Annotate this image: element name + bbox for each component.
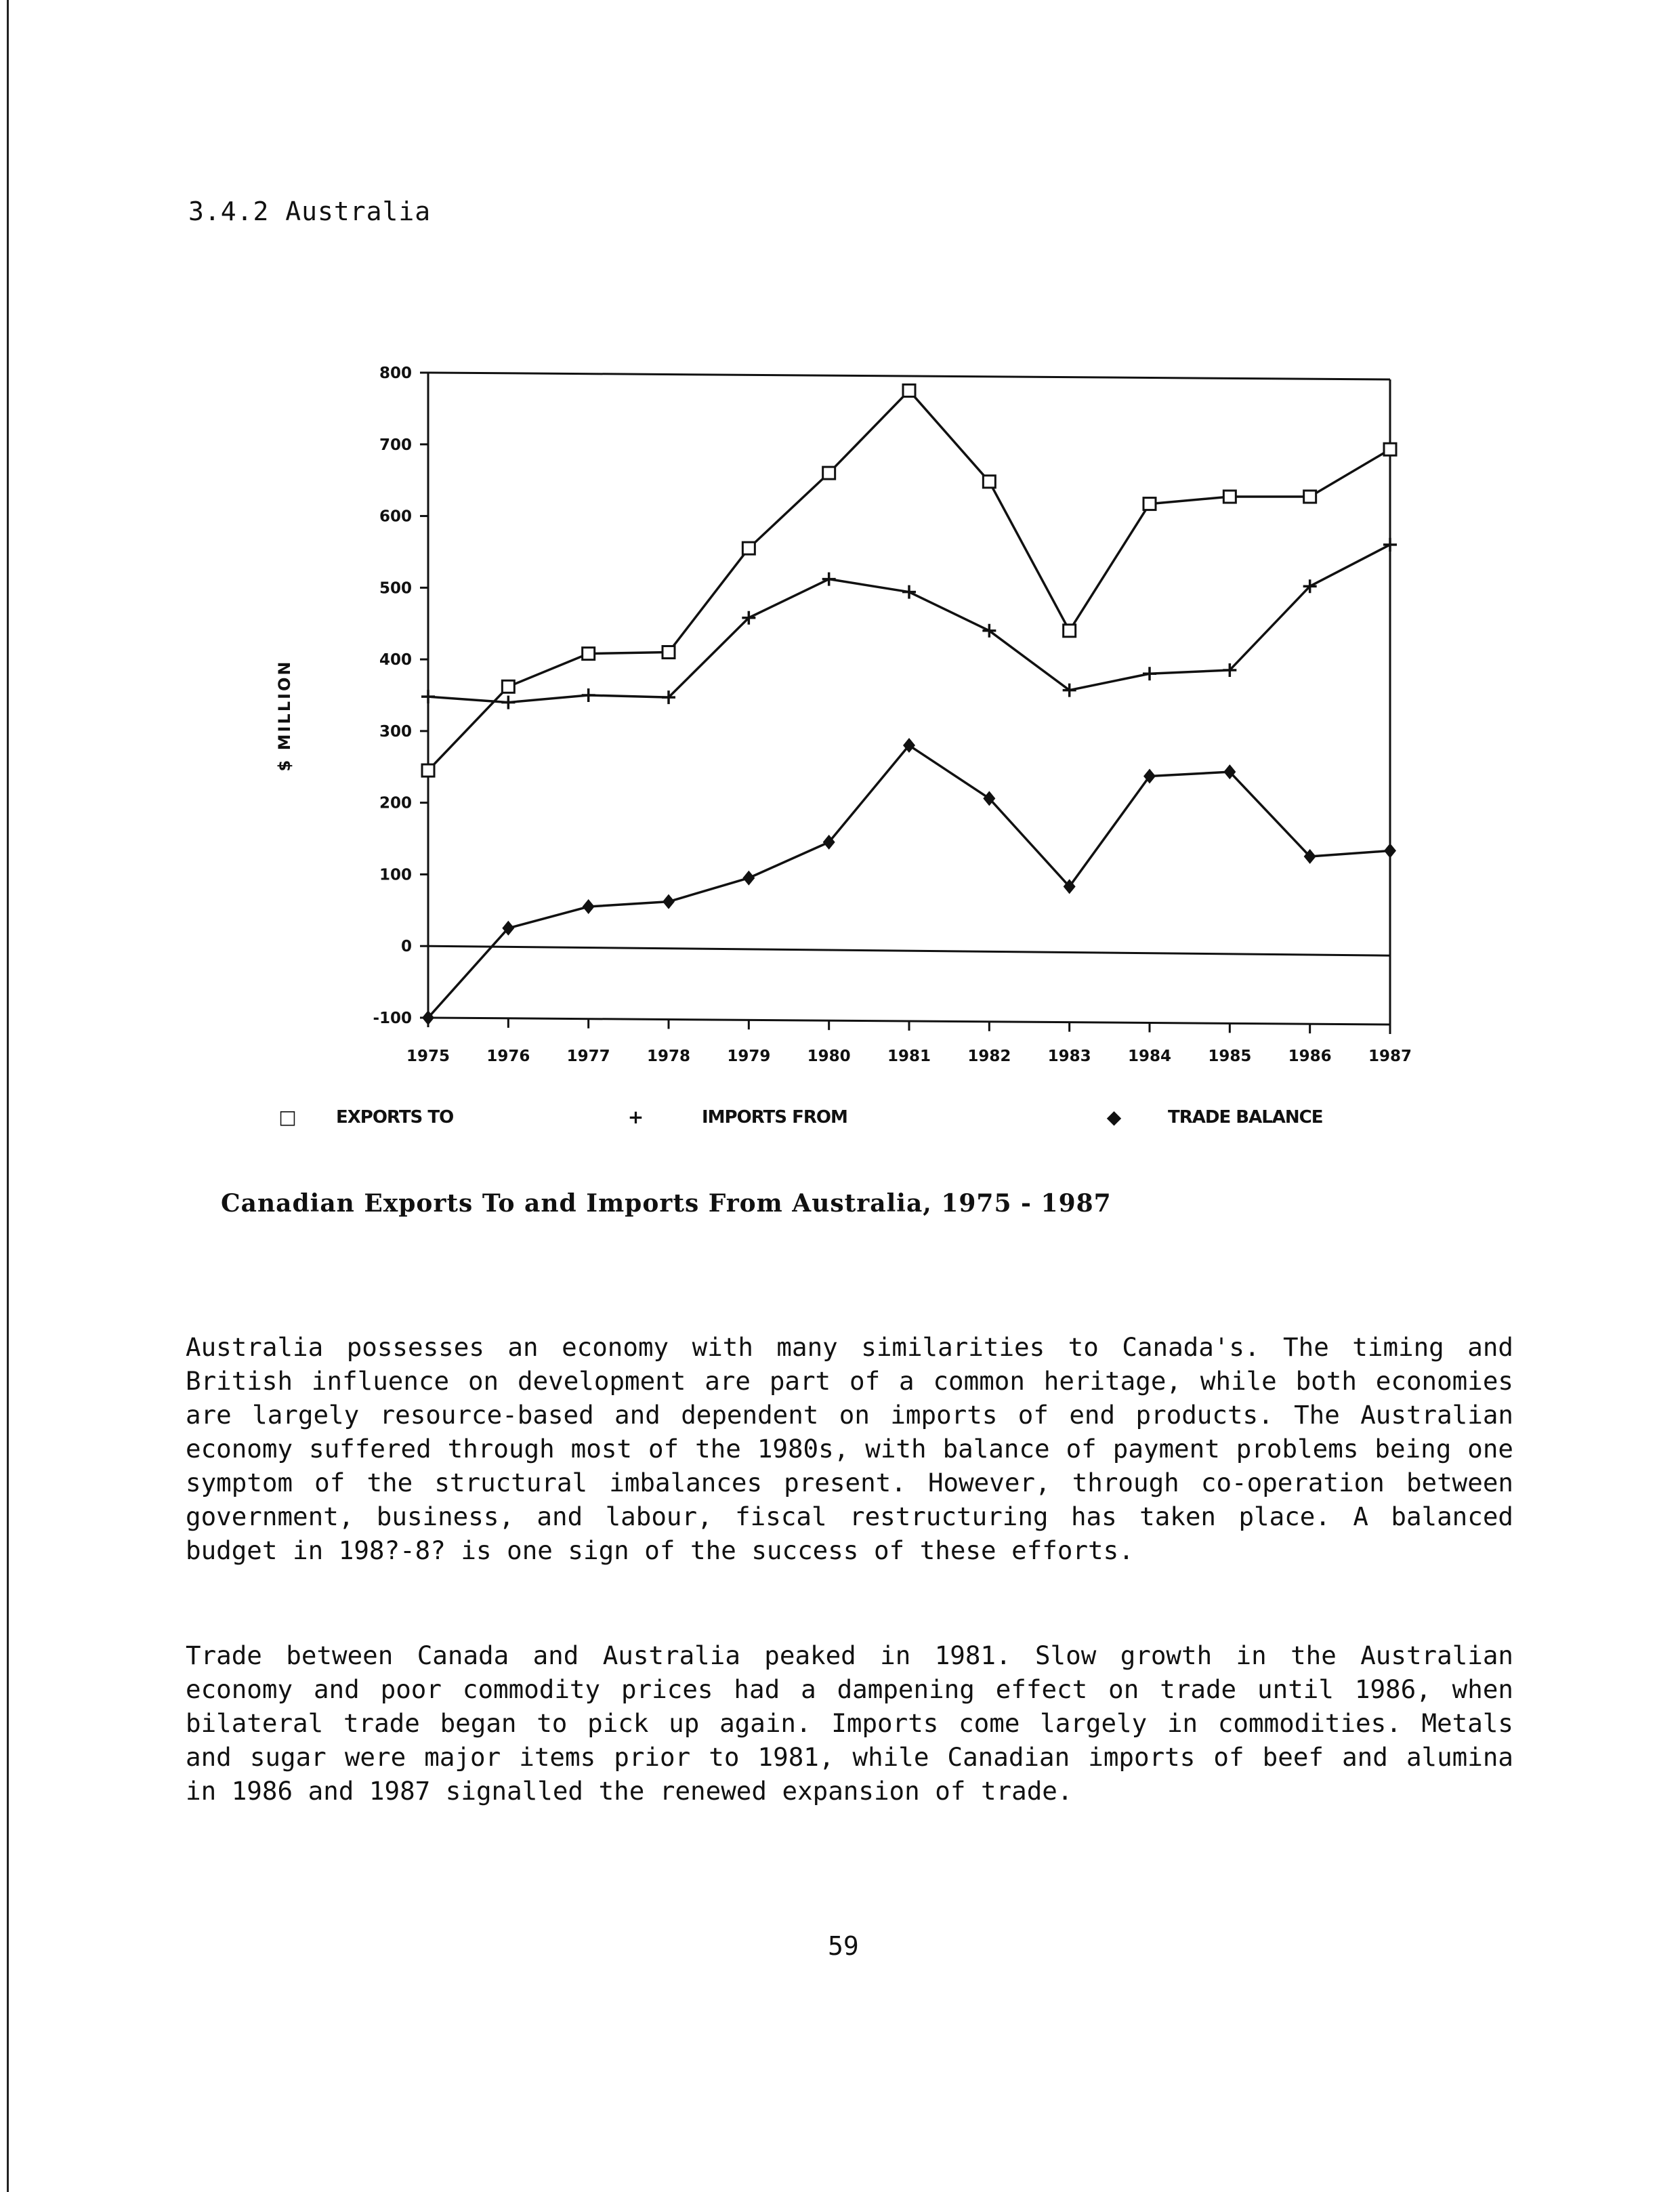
y-tick-label: 200 xyxy=(379,794,412,812)
data-point-square xyxy=(903,384,915,396)
plus-marker-icon: + xyxy=(627,1106,644,1128)
legend-item-balance xyxy=(1103,1106,1323,1128)
data-point-square xyxy=(1223,491,1236,503)
data-point-square xyxy=(422,764,434,777)
series-square xyxy=(422,384,1396,777)
legend-item-imports xyxy=(625,1106,847,1128)
y-tick-label: 100 xyxy=(379,866,412,884)
chart-legend xyxy=(0,1106,1680,1140)
x-tick-label: 1980 xyxy=(807,1048,851,1065)
data-point-square xyxy=(742,542,755,554)
chart-caption: Canadian Exports To and Imports From Australia, 1975 - 1987 xyxy=(221,1189,1112,1218)
data-point-plus xyxy=(582,688,595,702)
x-tick-label: 1985 xyxy=(1208,1048,1252,1065)
y-tick-label: -100 xyxy=(373,1010,412,1027)
plot-top-border xyxy=(428,373,1390,379)
square-marker-icon: □ xyxy=(278,1106,296,1128)
series-plus xyxy=(421,538,1397,709)
x-tick-label: 1981 xyxy=(887,1048,931,1065)
data-point-plus xyxy=(1143,667,1156,680)
data-point-square xyxy=(1304,491,1316,503)
series-diamond xyxy=(422,738,1396,1025)
x-tick-label: 1982 xyxy=(967,1048,1011,1065)
series-line-1 xyxy=(428,545,1390,703)
data-point-square xyxy=(1384,443,1396,455)
data-point-square xyxy=(1064,625,1076,637)
y-tick-label: 400 xyxy=(379,651,412,669)
data-point-square xyxy=(502,680,514,692)
data-point-diamond xyxy=(1384,844,1396,859)
data-point-diamond xyxy=(583,899,595,914)
legend-label-balance: TRADE BALANCE xyxy=(1168,1107,1323,1128)
page-number: 59 xyxy=(828,1931,859,1961)
body-paragraph-2: Trade between Canada and Australia peaked in 1981. Slow growth in the Australian economy and poor commodity prices had a dampening effect on trade until 1986, when bilateral trade began to pick up again. Imports come largely in commodities. Metals and sugar were major items prior to 1981, while Canadian imports of beef and alumina in 1986 and 1987 signalled the renewed expansion of trade. xyxy=(186,1640,1513,1806)
data-point-plus xyxy=(421,690,435,703)
data-point-square xyxy=(663,646,675,659)
x-tick-label: 1979 xyxy=(727,1048,771,1065)
y-tick-label: 700 xyxy=(379,436,412,454)
data-point-plus xyxy=(501,696,515,709)
x-tick-label: 1987 xyxy=(1368,1048,1412,1065)
data-point-plus xyxy=(902,585,916,599)
chart-axes xyxy=(420,373,1390,1034)
page-edge-line xyxy=(7,0,9,2192)
x-tick-label: 1976 xyxy=(486,1048,530,1065)
series-line-0 xyxy=(428,390,1390,770)
legend-label-imports: IMPORTS FROM xyxy=(702,1107,847,1128)
x-tick-label: 1977 xyxy=(566,1048,610,1065)
data-point-square xyxy=(983,476,995,488)
y-tick-label: 600 xyxy=(379,508,412,526)
data-point-square xyxy=(583,648,595,660)
data-point-plus xyxy=(1383,538,1397,552)
tick-labels xyxy=(373,365,1412,1065)
legend-item-exports xyxy=(276,1106,453,1128)
y-axis-label-group xyxy=(275,660,294,772)
data-point-diamond xyxy=(663,894,675,909)
series-line-2 xyxy=(428,745,1390,1018)
y-tick-label: 0 xyxy=(400,938,412,956)
x-tick-label: 1983 xyxy=(1047,1048,1091,1065)
data-point-plus xyxy=(822,573,836,586)
y-tick-label: 500 xyxy=(379,579,412,598)
x-tick-label: 1975 xyxy=(406,1048,450,1065)
data-point-square xyxy=(1143,498,1156,510)
body-paragraph-1: Australia possesses an economy with many similarities to Canada's. The timing and British influence on development are part of a common heritage, while both economies are largely resource-based and dependent on imports of end products. The Australian economy suffered through most of the 1980s, with balance of payment problems being one symptom of the structural imbalances present. However, through co-operation between government, business, and labour, fiscal restructuring has taken place. A balanced budget in 198?-8? is one sign of the success of these efforts. xyxy=(186,1332,1513,1565)
trade-line-chart xyxy=(257,332,1423,1077)
legend-label-exports: EXPORTS TO xyxy=(336,1107,454,1128)
x-tick-label: 1984 xyxy=(1127,1048,1172,1065)
y-tick-label: 800 xyxy=(379,365,412,382)
series-layer xyxy=(421,384,1397,1025)
x-tick-label: 1978 xyxy=(646,1048,691,1065)
y-axis-label: $ MILLION xyxy=(275,659,294,772)
data-point-square xyxy=(823,467,835,479)
diamond-marker-icon: ◆ xyxy=(1106,1106,1121,1128)
zero-line xyxy=(428,946,1390,955)
y-tick-label: 300 xyxy=(379,722,412,741)
section-heading: 3.4.2 Australia xyxy=(188,197,432,226)
x-tick-label: 1986 xyxy=(1288,1048,1332,1065)
data-point-diamond xyxy=(742,871,755,886)
